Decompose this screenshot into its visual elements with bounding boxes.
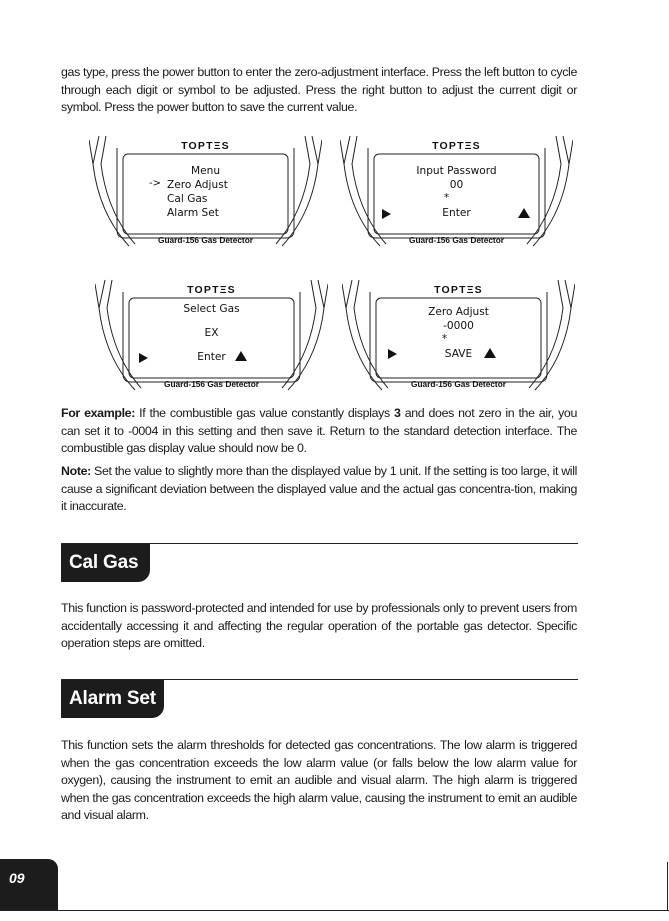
intro-paragraph: gas type, press the power button to enter the zero-adjustment interface. Press the left button to cycle through each digit or symbol to be adjusted. Press the right button to adjust the current digit or symbol. Press the power button to save the current value. bbox=[61, 65, 577, 114]
model-label: Guard-156 Gas Detector bbox=[158, 235, 253, 245]
action-label: SAVE bbox=[444, 348, 473, 360]
note-paragraph bbox=[61, 463, 577, 516]
cal-gas-paragraph: This function is password-protected and intended for use by professionals only to prevent users from accidentally accessing it and affecting the regular operation of the portable gas detector. Specific operation steps are omitted. bbox=[61, 601, 577, 650]
gas-value: EX bbox=[204, 327, 219, 339]
example-paragraph bbox=[61, 405, 577, 458]
menu-selector-arrow-icon: -> bbox=[149, 178, 161, 189]
device-password-screen bbox=[340, 134, 573, 252]
model-label: Guard-156 Gas Detector bbox=[164, 379, 259, 389]
action-label: Enter bbox=[197, 351, 226, 363]
note-text: Set the value to slightly more than the displayed value by 1 unit. If the setting is too large, it will cause a significant deviation between the displayed value and the actual gas concentra-tion, making it inaccurate. bbox=[61, 464, 577, 513]
action-label: Enter bbox=[442, 207, 471, 219]
model-label: Guard-156 Gas Detector bbox=[411, 379, 506, 389]
menu-item-alarm-set: Alarm Set bbox=[167, 207, 219, 219]
screen-title: Input Password bbox=[416, 165, 497, 177]
up-triangle-icon bbox=[484, 348, 496, 358]
cursor-marker: * bbox=[441, 333, 448, 345]
page-number: 09 bbox=[0, 859, 58, 910]
section-heading-cal-gas: Cal Gas bbox=[61, 544, 150, 582]
device-menu-screen bbox=[89, 134, 322, 252]
brand-logo: TOPTΞS bbox=[181, 140, 230, 152]
password-value: 00 bbox=[449, 179, 464, 191]
screen-title: Select Gas bbox=[183, 303, 240, 315]
model-label: Guard-156 Gas Detector bbox=[409, 235, 504, 245]
footer-edge-mark bbox=[667, 862, 668, 910]
device-select-gas-screen bbox=[95, 278, 328, 396]
footer-rule bbox=[0, 910, 669, 911]
screen-title: Zero Adjust bbox=[428, 306, 489, 318]
zero-value: -0000 bbox=[443, 320, 474, 332]
section-heading-alarm-set: Alarm Set bbox=[61, 680, 164, 718]
example-text-after: and does not zero in the air, you can set it to -0004 in this setting and then save it. Return to the standard detection interface. The combustible gas display value should now be 0. bbox=[61, 406, 578, 455]
brand-logo: TOPTΞS bbox=[187, 284, 236, 296]
note-label: Note: bbox=[61, 464, 91, 478]
example-label: For example: bbox=[61, 406, 135, 420]
up-triangle-icon bbox=[518, 208, 530, 218]
alarm-set-paragraph: This function sets the alarm thresholds for detected gas concentrations. The low alarm is triggered when the gas concentration exceeds the low alarm value (or falls below the low alarm value for oxygen), causing the instrument to emit an audible and visual alarm. The high alarm is triggered when the gas concentration exceeds the high alarm value, causing the instrument to emit an audible and visual alarm. bbox=[61, 738, 577, 822]
up-triangle-icon bbox=[235, 351, 247, 361]
menu-item-zero-adjust: Zero Adjust bbox=[167, 179, 228, 191]
device-zero-adjust-screen bbox=[342, 278, 575, 396]
menu-item-cal-gas: Cal Gas bbox=[167, 193, 208, 205]
example-highlight: 3 bbox=[394, 406, 401, 420]
screen-title: Menu bbox=[190, 165, 221, 177]
cursor-marker: * bbox=[443, 192, 450, 204]
brand-logo: TOPTΞS bbox=[432, 140, 481, 152]
example-text-before: If the combustible gas value constantly displays bbox=[135, 406, 394, 420]
brand-logo: TOPTΞS bbox=[434, 284, 483, 296]
